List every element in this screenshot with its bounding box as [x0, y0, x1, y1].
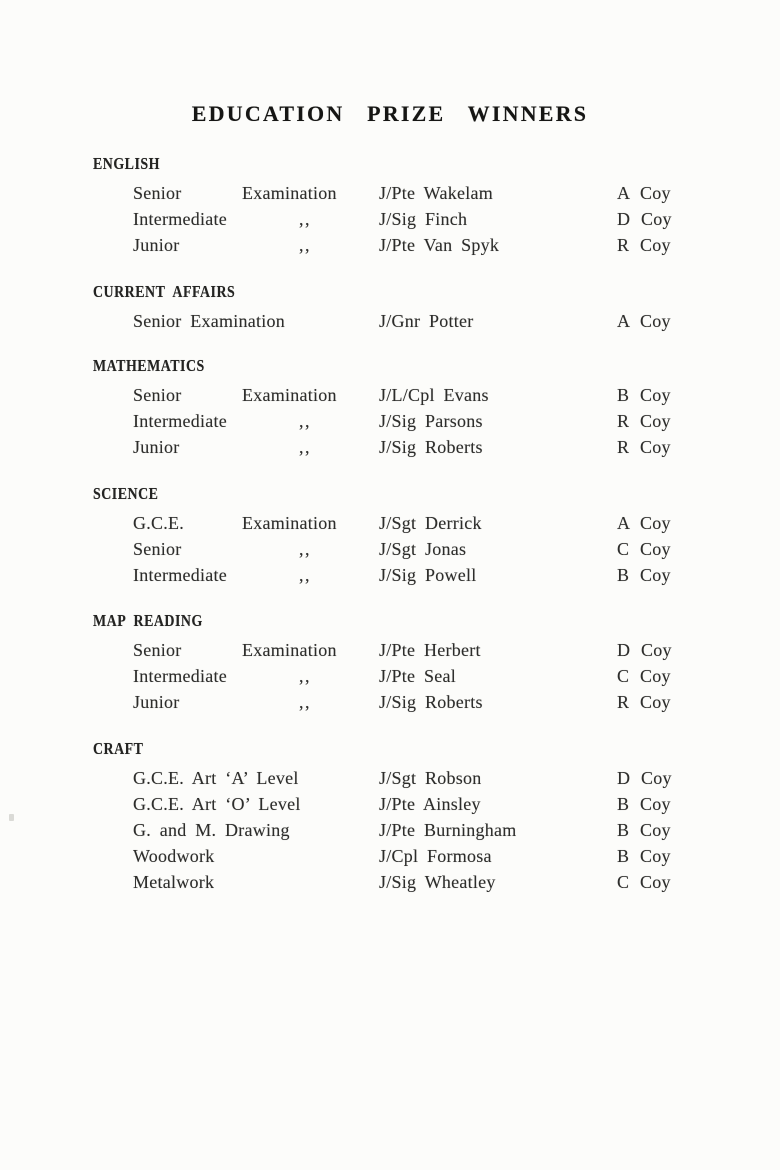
section-heading: MATHEMATICS	[93, 356, 205, 375]
company-cell: C Coy	[617, 539, 671, 559]
company-cell: B Coy	[617, 565, 671, 585]
exam-cell: ,,	[299, 565, 311, 585]
company-cell: A Coy	[617, 183, 671, 203]
company-cell: D Coy	[617, 209, 672, 229]
table-row	[0, 689, 780, 715]
winner-cell: J/Pte Wakelam	[379, 183, 493, 203]
winner-cell: J/Sig Parsons	[379, 411, 483, 431]
table-row	[0, 206, 780, 232]
level-cell: Intermediate	[133, 209, 227, 229]
level-cell: Junior	[133, 235, 180, 255]
page-title: EDUCATION PRIZE WINNERS	[191, 101, 589, 126]
section-english	[0, 155, 780, 258]
level-cell: Metalwork	[133, 872, 215, 892]
table-row	[0, 869, 780, 895]
table-row	[0, 408, 780, 434]
winner-cell: J/Sig Powell	[379, 565, 477, 585]
level-cell: G.C.E. Art ‘A’ Level	[133, 768, 299, 788]
table-row	[0, 536, 780, 562]
level-cell: Senior	[133, 183, 182, 203]
section-heading: CURRENT AFFAIRS	[93, 282, 236, 301]
level-cell: Senior	[133, 640, 182, 660]
exam-cell: ,,	[299, 692, 311, 712]
table-row	[0, 308, 780, 334]
winner-cell: J/Cpl Formosa	[379, 846, 492, 866]
company-cell: D Coy	[617, 768, 672, 788]
company-cell: C Coy	[617, 666, 671, 686]
company-cell: R Coy	[617, 692, 671, 712]
exam-cell: ,,	[299, 539, 311, 559]
company-cell: D Coy	[617, 640, 672, 660]
company-cell: R Coy	[617, 411, 671, 431]
section-science	[0, 485, 780, 588]
section-current-affairs	[0, 283, 780, 334]
winner-cell: J/L/Cpl Evans	[379, 385, 489, 405]
winner-cell: J/Pte Seal	[379, 666, 456, 686]
winner-cell: J/Sgt Robson	[379, 768, 482, 788]
winner-cell: J/Gnr Potter	[379, 311, 474, 331]
winner-cell: J/Sig Roberts	[379, 692, 483, 712]
table-row	[0, 843, 780, 869]
level-cell: Intermediate	[133, 666, 227, 686]
section-heading: ENGLISH	[93, 154, 160, 173]
table-row	[0, 382, 780, 408]
company-cell: R Coy	[617, 235, 671, 255]
winner-cell: J/Sig Roberts	[379, 437, 483, 457]
level-cell: Senior Examination	[133, 311, 285, 331]
table-row	[0, 791, 780, 817]
winner-cell: J/Pte Ainsley	[379, 794, 481, 814]
winner-cell: J/Sgt Derrick	[379, 513, 482, 533]
company-cell: B Coy	[617, 846, 671, 866]
table-row	[0, 663, 780, 689]
table-row	[0, 637, 780, 663]
level-cell: G. and M. Drawing	[133, 820, 290, 840]
scan-artifact-speck	[9, 814, 14, 821]
level-cell: Intermediate	[133, 565, 227, 585]
section-heading: MAP READING	[93, 611, 203, 630]
company-cell: A Coy	[617, 311, 671, 331]
level-cell: Senior	[133, 385, 182, 405]
winner-cell: J/Sig Wheatley	[379, 872, 496, 892]
table-row	[0, 434, 780, 460]
company-cell: C Coy	[617, 872, 671, 892]
section-heading: CRAFT	[93, 739, 144, 758]
winner-cell: J/Sig Finch	[379, 209, 468, 229]
exam-cell: Examination	[242, 513, 337, 533]
company-cell: B Coy	[617, 794, 671, 814]
winner-cell: J/Pte Herbert	[379, 640, 481, 660]
exam-cell: Examination	[242, 640, 337, 660]
exam-cell: Examination	[242, 183, 337, 203]
table-row	[0, 180, 780, 206]
table-row	[0, 765, 780, 791]
winner-cell: J/Sgt Jonas	[379, 539, 467, 559]
exam-cell: Examination	[242, 385, 337, 405]
level-cell: G.C.E. Art ‘O’ Level	[133, 794, 301, 814]
level-cell: G.C.E.	[133, 513, 184, 533]
exam-cell: ,,	[299, 235, 311, 255]
table-row	[0, 562, 780, 588]
exam-cell: ,,	[299, 411, 311, 431]
company-cell: R Coy	[617, 437, 671, 457]
company-cell: B Coy	[617, 820, 671, 840]
level-cell: Intermediate	[133, 411, 227, 431]
section-craft	[0, 740, 780, 895]
section-mathematics	[0, 357, 780, 460]
exam-cell: ,,	[299, 666, 311, 686]
level-cell: Junior	[133, 692, 180, 712]
level-cell: Woodwork	[133, 846, 215, 866]
level-cell: Junior	[133, 437, 180, 457]
section-map-reading	[0, 612, 780, 715]
table-row	[0, 232, 780, 258]
company-cell: B Coy	[617, 385, 671, 405]
exam-cell: ,,	[299, 209, 311, 229]
section-heading: SCIENCE	[93, 484, 159, 503]
winner-cell: J/Pte Burningham	[379, 820, 517, 840]
table-row	[0, 817, 780, 843]
table-row	[0, 510, 780, 536]
exam-cell: ,,	[299, 437, 311, 457]
level-cell: Senior	[133, 539, 182, 559]
winner-cell: J/Pte Van Spyk	[379, 235, 500, 255]
company-cell: A Coy	[617, 513, 671, 533]
